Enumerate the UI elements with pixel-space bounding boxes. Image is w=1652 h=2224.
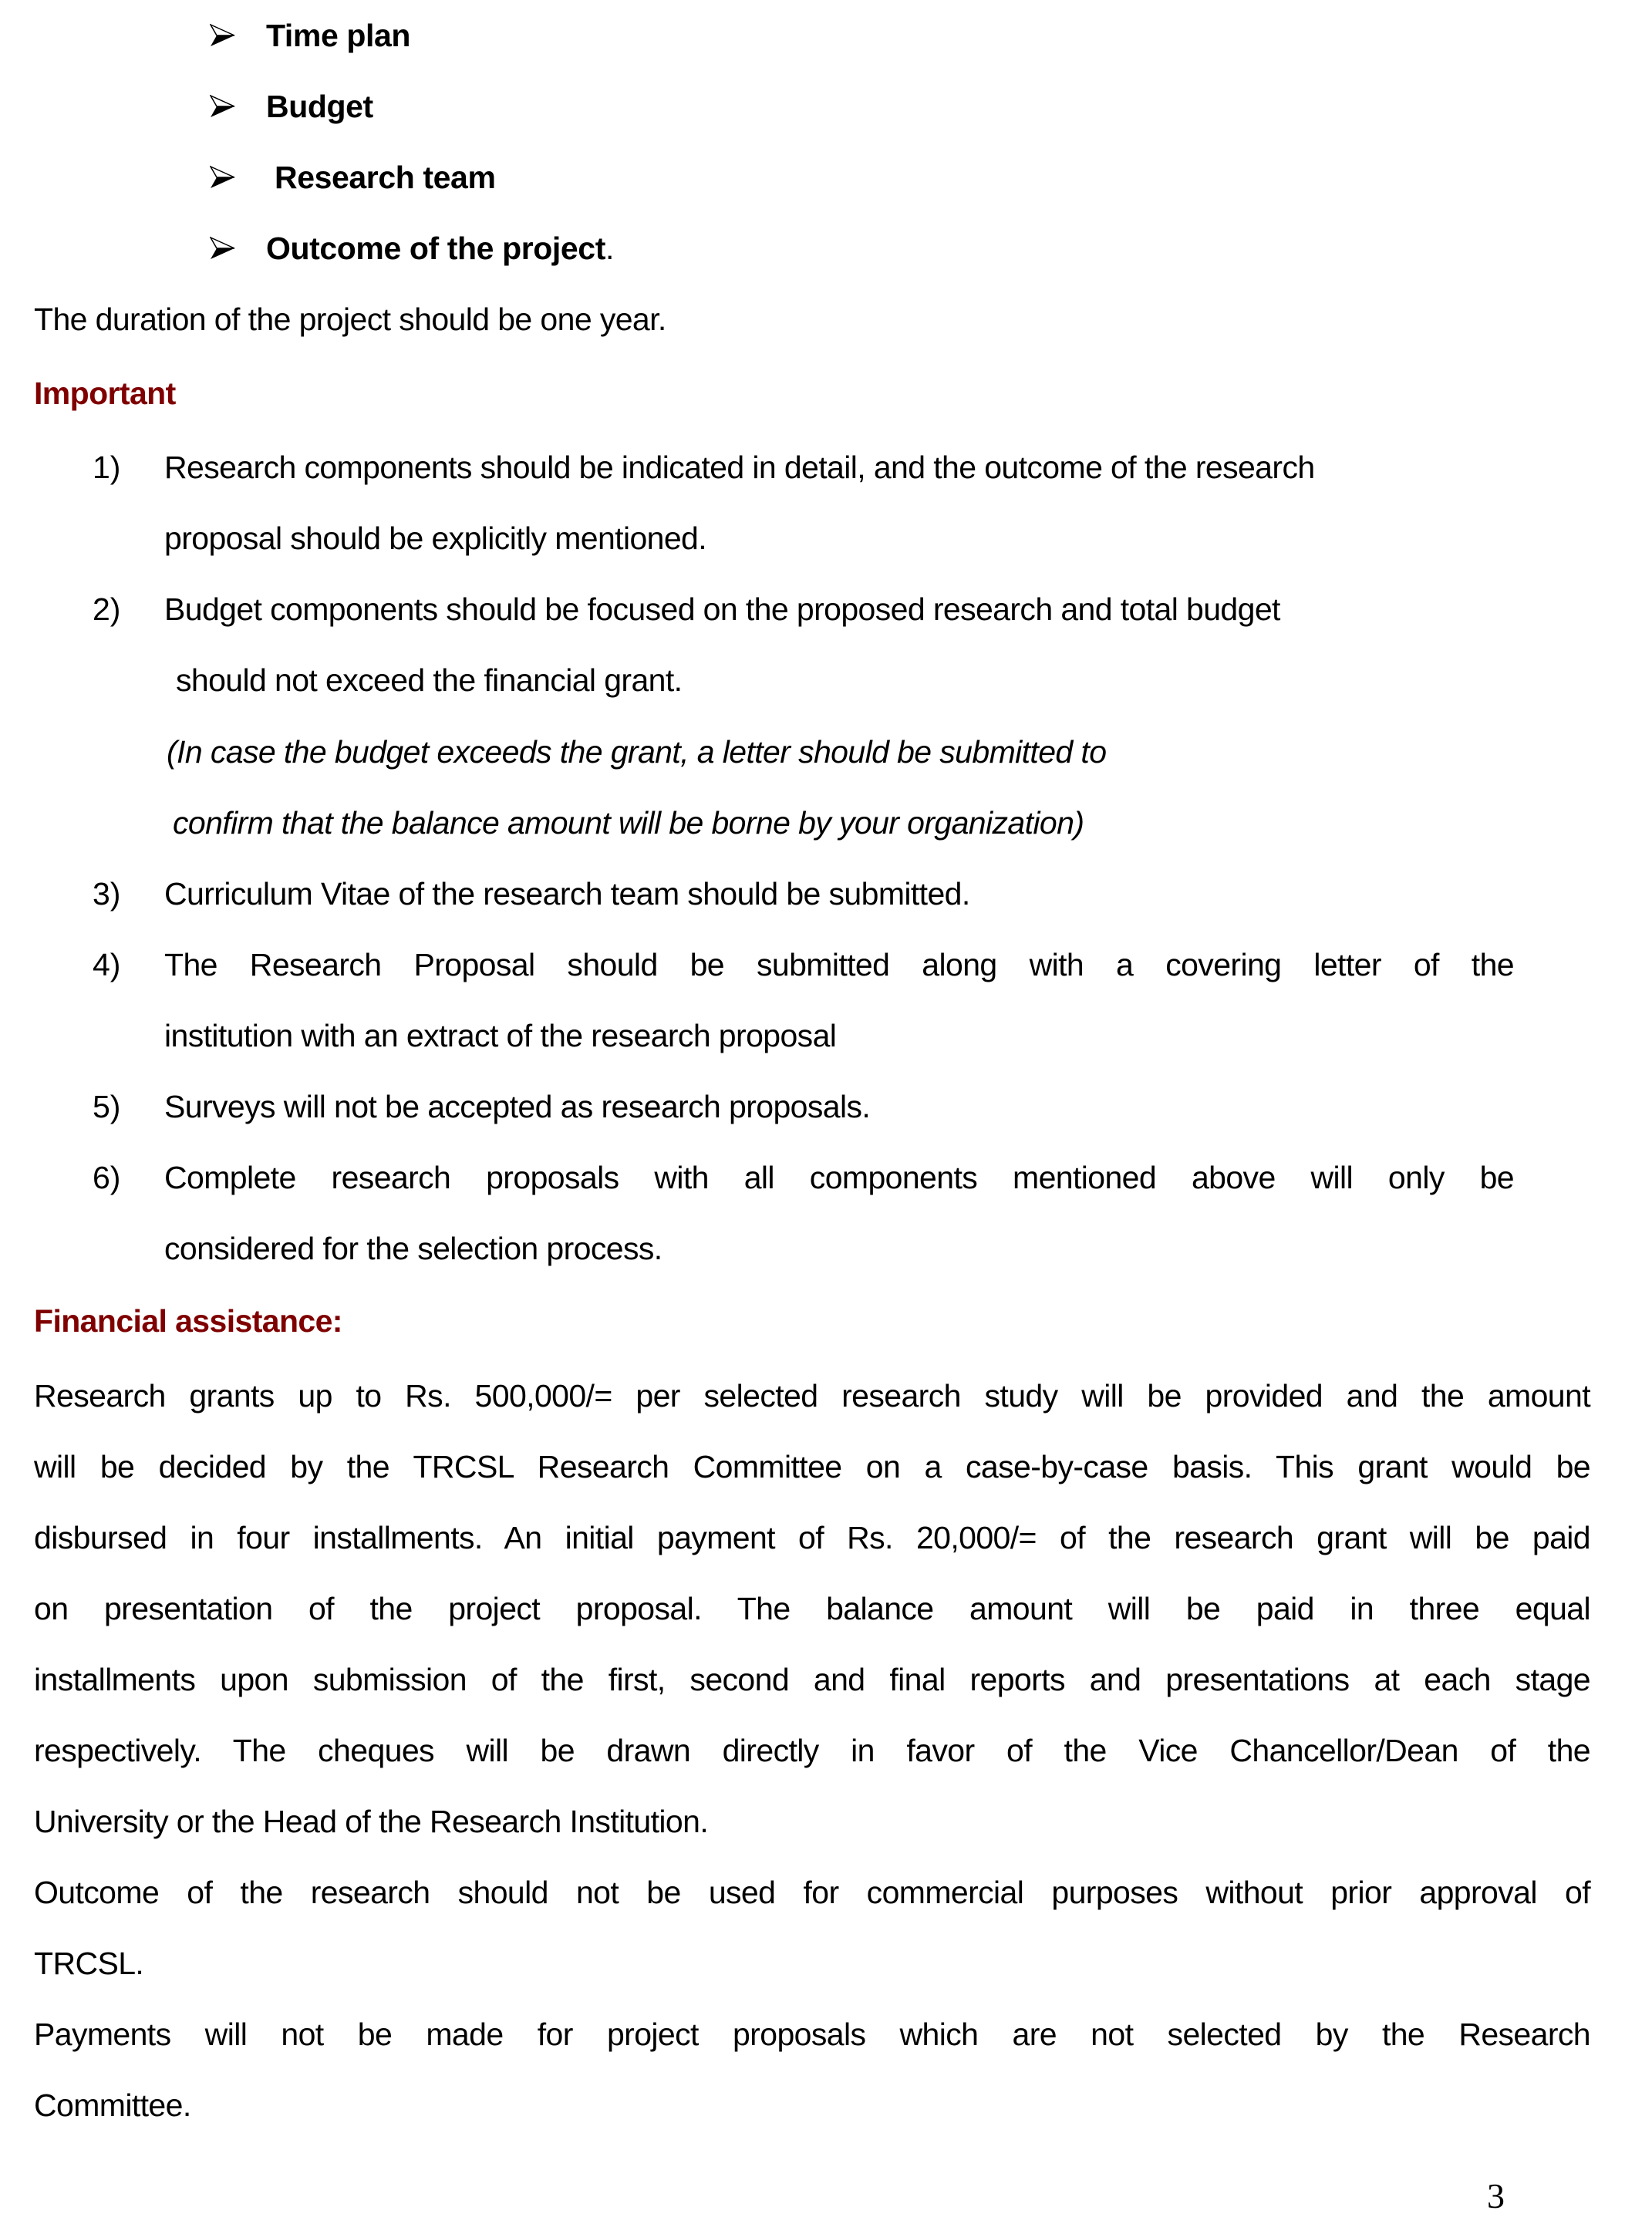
bullet-item-time-plan xyxy=(210,12,236,59)
financial-paragraph-line: disbursed in four installments. An initial payment of Rs. 20,000/= of the research grant will be paid xyxy=(34,1520,1590,1555)
list-item-text: considered for the selection process. xyxy=(164,1231,662,1266)
financial-paragraph-line: installments upon submission of the first, second and final reports and presentations at each stage xyxy=(34,1662,1590,1697)
list-item-text: Budget components should be focused on the proposed research and total budget xyxy=(164,591,1280,627)
bullet-label-period: . xyxy=(605,231,614,266)
list-item-text: proposal should be explicitly mentioned. xyxy=(164,521,707,556)
list-item-text: The Research Proposal should be submitted along with a covering letter of the xyxy=(164,947,1514,982)
financial-paragraph-line: University or the Head of the Research Institution. xyxy=(34,1804,709,1839)
bullet-label xyxy=(266,225,614,271)
arrow-bullet-icon xyxy=(210,93,236,120)
list-number: 6) xyxy=(93,1160,121,1195)
financial-heading: Financial assistance: xyxy=(34,1303,342,1339)
payments-line: Payments will not be made for project proposals which are not selected by the Research xyxy=(34,2017,1590,2052)
page-number: 3 xyxy=(1487,2176,1505,2216)
financial-paragraph-line: Research grants up to Rs. 500,000/= per selected research study will be provided and the amount xyxy=(34,1378,1590,1414)
financial-paragraph-line: on presentation of the project proposal. The balance amount will be paid in three equal xyxy=(34,1591,1590,1626)
arrow-bullet-icon xyxy=(210,164,236,190)
list-number: 2) xyxy=(93,591,121,627)
arrow-bullet-icon xyxy=(210,22,236,49)
important-heading: Important xyxy=(34,376,176,411)
list-number: 3) xyxy=(93,876,121,912)
budget-note: confirm that the balance amount will be borne by your organization) xyxy=(173,805,1084,841)
list-number: 1) xyxy=(93,450,121,485)
bullet-label: Time plan xyxy=(266,18,411,53)
list-item-text: Complete research proposals with all components mentioned above will only be xyxy=(164,1160,1514,1195)
bullet-label-text: Outcome of the project xyxy=(266,231,605,266)
bullet-label: Research team xyxy=(266,160,496,195)
bullet-item-research-team xyxy=(210,154,236,200)
list-item-text: Surveys will not be accepted as research proposals. xyxy=(164,1089,871,1124)
list-number: 4) xyxy=(93,947,121,982)
list-item-text: Research components should be indicated in detail, and the outcome of the research xyxy=(164,450,1315,485)
budget-note: (In case the budget exceeds the grant, a letter should be submitted to xyxy=(167,734,1107,770)
bullet-label: Budget xyxy=(266,89,373,124)
list-item-text: should not exceed the financial grant. xyxy=(176,662,683,698)
list-item-text: institution with an extract of the research proposal xyxy=(164,1018,837,1053)
arrow-bullet-icon xyxy=(210,235,236,261)
payments-line: Committee. xyxy=(34,2088,191,2123)
commercial-use-line: Outcome of the research should not be used for commercial purposes without prior approval of xyxy=(34,1875,1590,1910)
duration-text: The duration of the project should be one year. xyxy=(34,302,666,337)
commercial-use-line: TRCSL. xyxy=(34,1946,144,1981)
list-number: 5) xyxy=(93,1089,121,1124)
bullet-item-budget xyxy=(210,83,236,130)
list-item-text: Curriculum Vitae of the research team should be submitted. xyxy=(164,876,970,912)
financial-paragraph-line: will be decided by the TRCSL Research Committee on a case-by-case basis. This grant would be xyxy=(34,1449,1590,1484)
bullet-item-outcome xyxy=(210,225,236,271)
financial-paragraph-line: respectively. The cheques will be drawn directly in favor of the Vice Chancellor/Dean of the xyxy=(34,1733,1590,1768)
